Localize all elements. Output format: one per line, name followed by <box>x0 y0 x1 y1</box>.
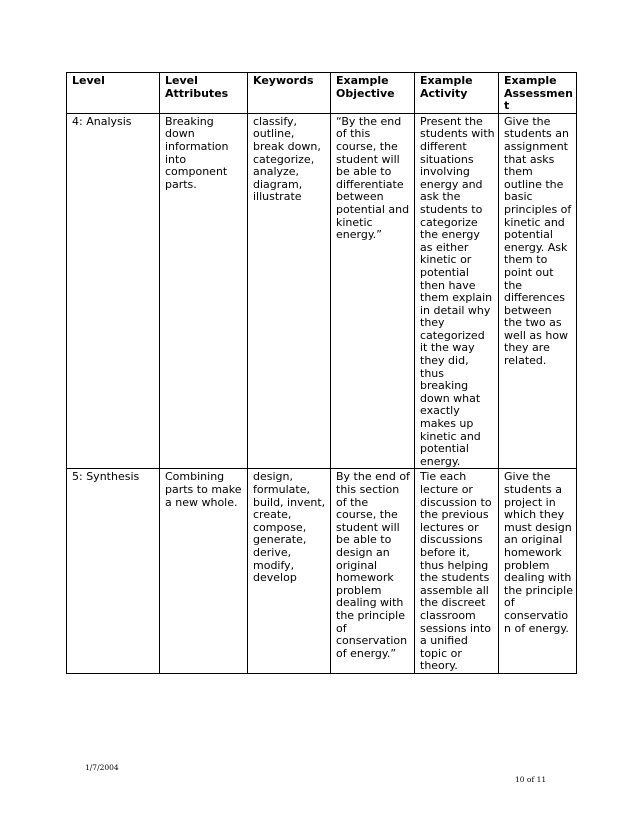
header-example-objective: Example Objective <box>331 73 415 114</box>
cell-assessment: Give the students a project in which they must design an original homework problem dealing with the principle of conservation of energy. <box>499 469 577 674</box>
cell-objective: “By the end of this course, the student will be able to differentiate between potential and kinetic energy.” <box>331 113 415 469</box>
header-level-attributes: Level Attributes <box>160 73 248 114</box>
cell-attributes: Breaking down information into component parts. <box>160 113 248 469</box>
cell-assessment: Give the students an assignment that asks them outline the basic principles of kinetic and potential energy. Ask them to point out the differences between the two as well as how they are related. <box>499 113 577 469</box>
footer-date: 1/7/2004 <box>85 763 119 772</box>
table-row <box>67 113 577 469</box>
header-keywords: Keywords <box>248 73 331 114</box>
header-example-assessment: Example Assessment <box>499 73 577 114</box>
table-row <box>67 469 577 674</box>
cell-level: 5: Synthesis <box>67 469 160 674</box>
cell-keywords: design, formulate, build, invent, create, compose, generate, derive, modify, develop <box>248 469 331 674</box>
header-example-activity: Example Activity <box>415 73 499 114</box>
cell-objective: By the end of this section of the course, the student will be able to design an original homework problem dealing with the principle of conservation of energy.” <box>331 469 415 674</box>
table-header-row <box>67 73 577 114</box>
cell-level: 4: Analysis <box>67 113 160 469</box>
footer-page-number: 10 of 11 <box>515 775 547 784</box>
taxonomy-table <box>66 72 577 674</box>
cell-activity: Present the students with different situations involving energy and ask the students to categorize the energy as either kinetic or potential then have them explain in detail why they categorized it the way they did, thus breaking down what exactly makes up kinetic and potential energy. <box>415 113 499 469</box>
cell-keywords: classify, outline, break down, categorize, analyze, diagram, illustrate <box>248 113 331 469</box>
cell-attributes: Combining parts to make a new whole. <box>160 469 248 674</box>
header-level: Level <box>67 73 160 114</box>
cell-activity: Tie each lecture or discussion to the previous lectures or discussions before it, thus helping the students assemble all the discreet classroom sessions into a unified topic or theory. <box>415 469 499 674</box>
